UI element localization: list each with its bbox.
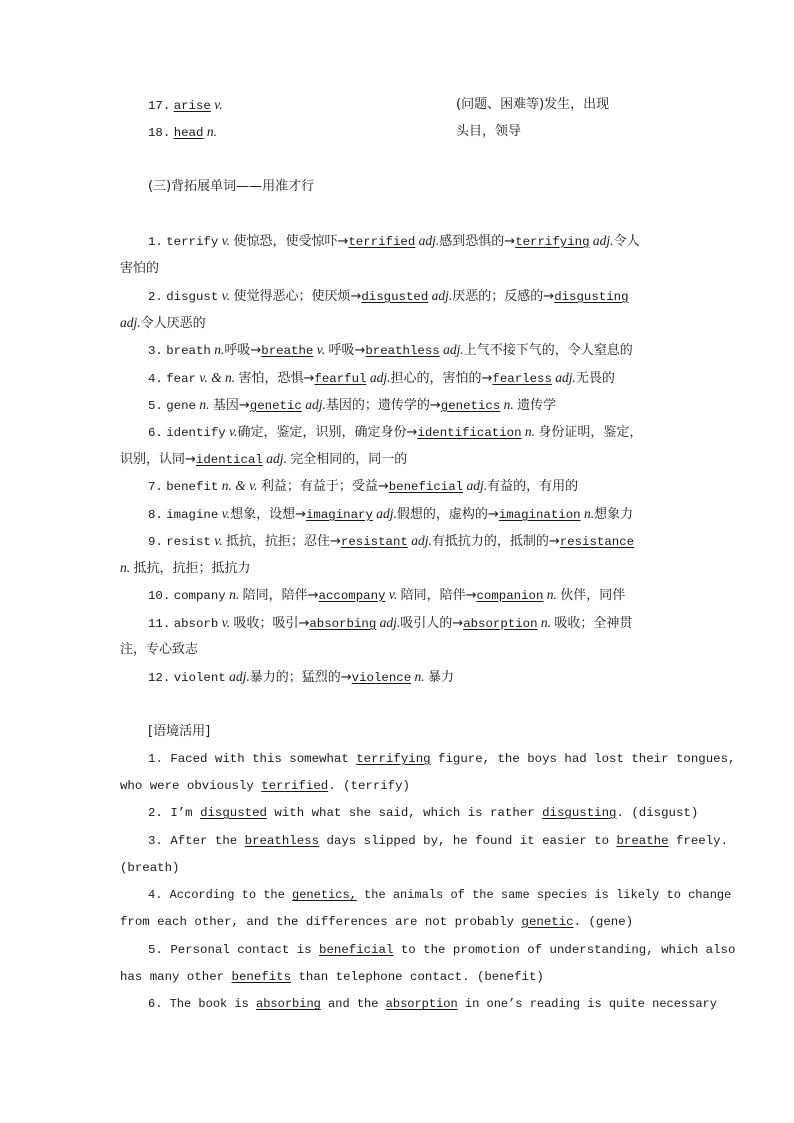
text-span: 厌恶的；反感的→: [452, 289, 555, 304]
text-span: 陪同，陪伴→: [242, 588, 319, 603]
text-span: v.: [229, 424, 238, 439]
text-span: adj.: [443, 342, 464, 357]
text-span: 基因→: [212, 398, 250, 413]
text-span: than telephone contact. (benefit): [298, 970, 544, 984]
text-span: 假想的，虚构的→: [396, 507, 499, 522]
part-of-speech: v.: [214, 97, 223, 112]
text-span: adj.: [555, 370, 576, 385]
text-span: After the: [170, 834, 238, 848]
text-span: n. & v.: [221, 478, 258, 493]
text-span: breathe: [261, 344, 314, 358]
text-span: adj.: [229, 669, 250, 684]
text-span: 想象力: [594, 507, 634, 522]
text-span: 害怕，恐惧→: [238, 371, 315, 386]
text-span: 4.: [148, 888, 163, 902]
text-span: who were obviously: [120, 779, 254, 793]
expand-item-9: [120, 531, 704, 552]
text-span: 确定，鉴定，识别，确定身份→: [237, 425, 418, 440]
text-span: adj.: [466, 478, 488, 493]
text-span: with what she said, which is rather: [274, 806, 535, 820]
text-span: imaginary: [305, 508, 373, 522]
text-span: 呼吸→: [224, 343, 262, 358]
part-of-speech: n.: [206, 124, 217, 139]
text-span: 吸引人的→: [400, 616, 464, 631]
text-span: adj.: [431, 288, 453, 303]
expand-item-10: [120, 585, 704, 606]
text-span: The book is: [169, 997, 249, 1011]
text-span: v.: [221, 615, 231, 630]
text-span: genetics,: [292, 888, 357, 902]
vocab-row-17: [120, 95, 704, 116]
text-span: 2.: [148, 290, 163, 304]
text-span: n.: [199, 397, 210, 412]
context-sentence-3-cont: (breath): [120, 861, 180, 875]
text-span: n.: [546, 587, 557, 602]
text-span: v.: [388, 587, 398, 602]
text-span: adj.: [379, 615, 401, 630]
text-span: fearful: [314, 372, 367, 386]
expand-item-2-cont: [120, 313, 676, 334]
text-span: absorption: [385, 997, 458, 1011]
text-span: 伙伴，同伴: [560, 588, 626, 603]
text-span: . (terrify): [328, 779, 410, 793]
text-span: terrifying: [356, 752, 431, 766]
text-span: breath: [166, 344, 211, 358]
expand-item-8: [120, 504, 704, 525]
text-span: figure, the boys had lost their tongues,: [438, 752, 736, 766]
text-span: absorbing: [256, 997, 321, 1011]
text-span: 4.: [148, 372, 163, 386]
text-span: accompany: [318, 589, 386, 603]
text-span: resistant: [340, 535, 408, 549]
text-span: terrify: [166, 235, 219, 249]
text-span: adj.: [369, 370, 391, 385]
text-span: n.: [120, 560, 131, 575]
text-span: 11.: [148, 617, 171, 631]
text-span: n.: [214, 342, 225, 357]
text-span: genetics: [440, 399, 501, 413]
text-span: Faced with this somewhat: [170, 752, 349, 766]
text-span: v.: [316, 342, 326, 357]
text-span: imagination: [498, 508, 581, 522]
text-span: 12.: [148, 671, 171, 685]
text-span: n.: [524, 424, 536, 439]
vocab-row-18: [120, 122, 704, 143]
text-span: terrified: [348, 235, 416, 249]
text-span: v.: [221, 288, 231, 303]
text-span: disgusting: [554, 290, 629, 304]
text-span: 完全相同的，同一的: [290, 452, 408, 467]
text-span: 3.: [148, 834, 163, 848]
text-span: 5.: [148, 399, 163, 413]
text-span: n.: [503, 397, 514, 412]
text-span: 3.: [148, 344, 163, 358]
text-span: adj.: [376, 506, 397, 521]
text-span: 吸收；吸引→: [233, 616, 310, 631]
text-span: absorption: [463, 617, 538, 631]
text-span: n.: [583, 506, 595, 521]
text-span: 1.: [148, 235, 163, 249]
text-span: . (disgust): [616, 806, 699, 820]
text-span: in one’s reading is quite necessary: [464, 997, 717, 1011]
text-span: 暴力的；猛烈的→: [249, 670, 352, 685]
expand-item-9-cont: [120, 558, 676, 579]
expand-item-11: [120, 613, 704, 634]
text-span: adj.: [305, 397, 326, 412]
section-title: (三)背拓展单词——用准才行: [148, 179, 315, 194]
text-span: 有益的，有用的: [487, 479, 579, 494]
text-span: 使觉得恶心；使厌烦→: [233, 289, 362, 304]
expand-item-3: [120, 340, 704, 361]
text-span: disgusted: [200, 806, 267, 820]
text-span: absorbing: [309, 617, 377, 631]
text-span: and the: [328, 997, 379, 1011]
text-span: disgusting: [542, 806, 617, 820]
text-span: imagine: [166, 508, 219, 522]
text-span: fearless: [492, 372, 552, 386]
context-sentence-5: [120, 940, 736, 960]
expand-item-1-cont: 害怕的: [120, 261, 160, 276]
text-span: companion: [476, 589, 544, 603]
text-span: 呼吸→: [328, 343, 366, 358]
text-span: breathless: [365, 344, 440, 358]
text-span: According to the: [169, 888, 285, 902]
text-span: n.: [540, 615, 552, 630]
text-span: 令人厌恶的: [140, 316, 206, 331]
text-span: 身份证明，鉴定，: [538, 425, 643, 440]
text-span: v.: [221, 233, 231, 248]
expand-item-11-cont: 注，专心致志: [120, 642, 199, 657]
text-span: terrified: [261, 779, 329, 793]
vocab-meaning: (问题、困难等)发生，出现: [456, 97, 610, 112]
text-span: 想象，设想→: [230, 507, 306, 522]
text-span: 8.: [148, 508, 163, 522]
text-span: beneficial: [388, 480, 464, 494]
text-span: disgusted: [361, 290, 429, 304]
text-span: freely.: [675, 834, 729, 848]
text-span: terrifying: [515, 235, 590, 249]
text-span: disgust: [166, 290, 219, 304]
text-span: 1.: [148, 752, 163, 766]
context-sentence-3: [120, 831, 729, 851]
text-span: absorb: [173, 617, 219, 631]
text-span: benefit: [166, 480, 219, 494]
text-span: 陪同，陪伴→: [400, 588, 477, 603]
text-span: adj.: [120, 315, 141, 330]
text-span: 利益；有益于；受益→: [260, 479, 389, 494]
context-sentence-4-cont: [120, 912, 676, 932]
item-number: 18.: [148, 126, 171, 140]
text-span: 令人: [613, 234, 640, 249]
expand-item-6-cont: [120, 449, 676, 470]
text-span: days slipped by, he found it easier to: [326, 834, 610, 848]
text-span: resistance: [559, 535, 635, 549]
text-span: from each other, and the differences are not probably: [120, 915, 515, 929]
text-span: genetic: [521, 915, 574, 929]
text-span: 感到恐惧的→: [439, 234, 516, 249]
text-span: adj.: [411, 533, 432, 548]
text-span: I’m: [170, 806, 193, 820]
text-span: 识别，认同→: [120, 452, 196, 467]
text-span: adj.: [266, 451, 287, 466]
text-span: n.: [414, 669, 425, 684]
vocab-meaning: 头目，领导: [456, 124, 522, 139]
context-sentence-6: [120, 994, 717, 1014]
text-span: 2.: [148, 806, 163, 820]
expand-item-7: [120, 476, 704, 497]
text-span: 遗传学: [517, 398, 557, 413]
text-span: 使惊恐，使受惊吓→: [233, 234, 349, 249]
expand-item-4: [120, 368, 704, 389]
text-span: adj.: [592, 233, 614, 248]
text-span: breathless: [244, 834, 320, 848]
text-span: 6.: [148, 426, 163, 440]
expand-item-5: [120, 395, 704, 416]
text-span: 抵抗，抗拒；抵抗力: [133, 561, 251, 576]
text-span: 6.: [148, 997, 163, 1011]
text-span: 9.: [148, 535, 163, 549]
text-span: v.: [214, 533, 223, 548]
text-span: 10.: [148, 589, 171, 603]
text-span: beneficial: [319, 943, 394, 957]
text-span: . (gene): [573, 915, 634, 929]
text-span: gene: [166, 399, 196, 413]
vocab-word: head: [173, 126, 204, 140]
vocab-word: arise: [173, 99, 211, 113]
text-span: the animals of the same species is likely to change: [364, 888, 732, 902]
text-span: 无畏的: [575, 371, 615, 386]
context-sentence-4: [120, 885, 732, 905]
text-span: breathe: [616, 834, 669, 848]
text-span: Personal contact is: [170, 943, 312, 957]
context-sentence-1-cont: [120, 776, 676, 796]
text-span: v.: [221, 506, 231, 521]
text-span: violence: [351, 671, 412, 685]
context-title: [语境活用]: [148, 724, 211, 739]
text-span: resist: [166, 535, 211, 549]
text-span: 5.: [148, 943, 163, 957]
text-span: to the promotion of understanding, which also: [400, 943, 736, 957]
text-span: 担心的，害怕的→: [390, 371, 493, 386]
text-span: 吸收；全神贯: [554, 616, 633, 631]
context-sentence-1: [120, 749, 736, 769]
text-span: 抵抗，抗拒；忍住→: [226, 534, 341, 549]
text-span: benefits: [231, 970, 292, 984]
text-span: fear: [166, 372, 196, 386]
text-span: 有抵抗力的，抵制的→: [431, 534, 560, 549]
text-span: 7.: [148, 480, 163, 494]
text-span: genetic: [249, 399, 302, 413]
text-span: n.: [229, 587, 240, 602]
text-span: identical: [195, 453, 263, 467]
text-span: identification: [417, 426, 522, 440]
text-span: adj.: [418, 233, 440, 248]
text-span: 基因的；遗传学的→: [325, 398, 441, 413]
text-span: 上气不接下气的，令人窒息的: [463, 343, 633, 358]
item-number: 17.: [148, 99, 171, 113]
text-span: has many other: [120, 970, 225, 984]
text-span: company: [173, 589, 226, 603]
context-sentence-5-cont: [120, 967, 676, 987]
text-span: identify: [166, 426, 226, 440]
expand-item-2: [120, 286, 704, 307]
expand-item-6: [120, 422, 704, 443]
expand-item-12: [120, 667, 704, 688]
expand-item-1: [120, 231, 704, 252]
text-span: 暴力: [428, 670, 455, 685]
context-sentence-2: [120, 803, 704, 823]
text-span: violent: [173, 671, 226, 685]
text-span: v. & n.: [199, 370, 236, 385]
